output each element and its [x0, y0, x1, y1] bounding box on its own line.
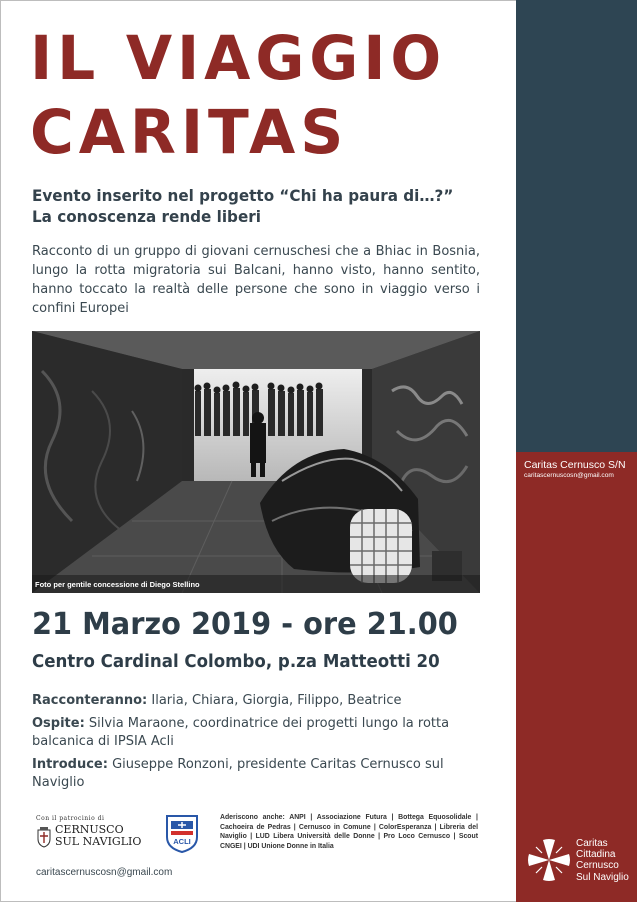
introducer-value: Giuseppe Ronzoni, presidente Caritas Cernusco sul Naviglio	[32, 757, 444, 790]
sidebar-org-name: Caritas Cernusco S/N	[524, 459, 626, 471]
guest-line	[32, 715, 480, 751]
caritas-brand-text	[576, 838, 629, 883]
speakers-label: Racconteranno:	[32, 693, 148, 708]
acli-label: ACLI	[173, 837, 191, 846]
caritas-brand-line-4: Sul Naviglio	[576, 871, 629, 883]
acli-logo-icon	[163, 813, 201, 853]
patronage-label: Con il patrocinio di	[36, 815, 105, 822]
introducer-label: Introduce:	[32, 757, 108, 772]
intro-paragraph: Racconto di un gruppo di giovani cernuschesi che a Bhiac in Bosnia, lungo la rotta migratoria sui Balcani, hanno visto, hanno sentito, hanno toccato la realtà delle persone che sono in viaggio verso i confini Europei	[32, 244, 480, 316]
event-photo	[32, 331, 480, 593]
underpass-photo-illustration	[32, 331, 480, 593]
caritas-brand-line-1: Caritas	[576, 838, 608, 849]
sidebar-bottom-panel	[516, 452, 637, 902]
footer-email[interactable]: caritascernuscosn@gmail.com	[36, 867, 173, 878]
caritas-cross-icon	[527, 838, 571, 882]
adherents-list: Aderiscono anche: ANPI | Associazione Futura | Bottega Equosolidale | Cachoeira de Pedras | Cernusco in Comune | ColorEsperanza | Libreria del Naviglio | LUD Libera Università delle Donne | Pro Loco Cernusco | Scout CNGEI | UDI Unione Donne in Italia	[220, 814, 478, 850]
comune-crest-icon	[36, 826, 52, 848]
speakers-value: Ilaria, Chiara, Giorgia, Filippo, Beatrice	[151, 693, 402, 708]
subtitle-line-1: Evento inserito nel progetto “Chi ha paura di…?”	[32, 186, 454, 205]
introducer-line	[32, 756, 480, 792]
event-date: 21 Marzo 2019 - ore 21.00	[32, 607, 458, 642]
speakers-line	[32, 692, 480, 710]
event-venue: Centro Cardinal Colombo, p.za Matteotti 20	[32, 652, 440, 672]
sidebar-email[interactable]: caritascernuscosn@gmail.com	[524, 472, 614, 479]
guest-label: Ospite:	[32, 716, 85, 731]
subtitle	[32, 185, 479, 227]
title-line-2: CARITAS	[30, 97, 349, 168]
photo-credit: Foto per gentile concessione di Diego Stellino	[35, 580, 200, 589]
sidebar-top-panel	[516, 0, 637, 452]
caritas-brand-line-3: Cernusco	[576, 860, 619, 872]
caritas-brand-line-2: Cittadina	[576, 849, 616, 861]
title-line-1: IL VIAGGIO	[30, 23, 447, 94]
comune-name-line-1: CERNUSCO	[55, 823, 124, 836]
comune-name-line-2: SUL NAVIGLIO	[55, 835, 142, 848]
subtitle-line-2: La conoscenza rende liberi	[32, 207, 261, 226]
guest-value: Silvia Maraone, coordinatrice dei progetti lungo la rotta balcanica di IPSIA Acli	[32, 716, 450, 749]
comune-name	[55, 824, 141, 848]
